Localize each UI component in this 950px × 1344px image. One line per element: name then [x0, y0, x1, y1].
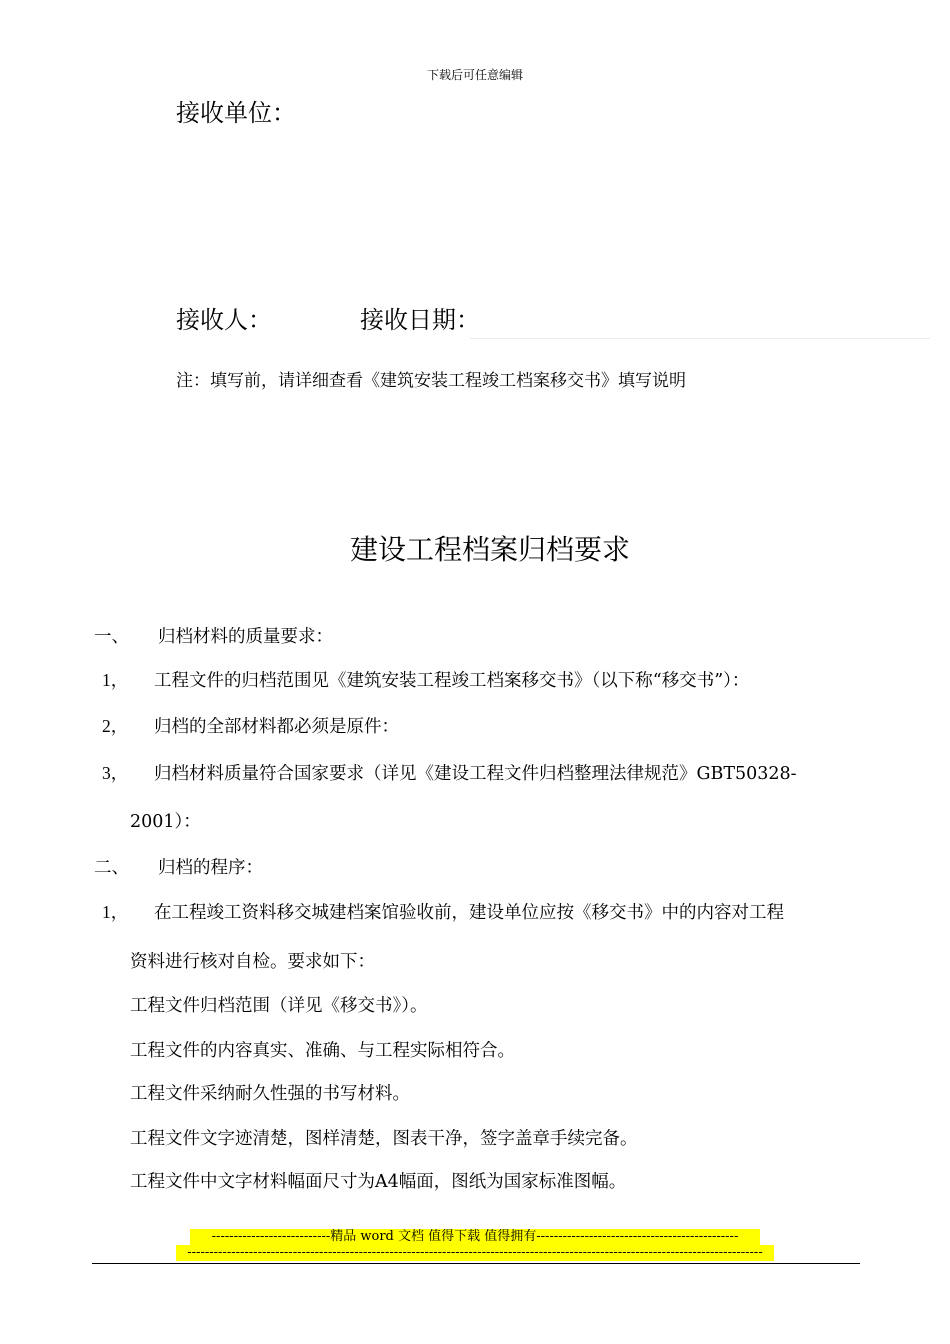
fill-note: 注：填写前，请详细查看《建筑安装工程竣工档案移交书》填写说明 — [176, 371, 686, 391]
item-text-continuation: 2001）： — [130, 812, 201, 832]
item-text: 归档的全部材料都必须是原件： — [154, 717, 399, 737]
footer-dashes-line: ----------------------------------------------------------------------------------------------------------------------------------- — [176, 1245, 774, 1261]
item-text: 归档材料质量符合国家要求（详见《建设工程文件归档整理法律规范》GBT50328- — [154, 764, 797, 784]
item-number: 1， — [102, 902, 129, 922]
requirement-line: 工程文件采纳耐久性强的书写材料。 — [130, 1084, 410, 1104]
section-1-marker: 一、 — [94, 627, 129, 647]
requirement-line: 工程文件的内容真实、准确、与工程实际相符合。 — [130, 1041, 515, 1061]
document-title: 建设工程档案归档要求 — [349, 533, 630, 566]
faint-divider — [470, 338, 930, 339]
footer-watermark-line: ---------------------------精品 word 文档 值得下载 值得拥有---------------------------------------------- — [190, 1229, 760, 1245]
item-text: 工程文件的归档范围见《建筑安装工程竣工档案移交书》（以下称“移交书”）： — [154, 671, 750, 691]
item-number: 2， — [102, 716, 129, 736]
section-1-heading: 归档材料的质量要求： — [158, 627, 333, 647]
item-text-continuation: 资料进行核对自检。要求如下： — [130, 952, 375, 972]
footer-rule — [92, 1263, 860, 1264]
section-2-heading: 归档的程序： — [158, 858, 263, 878]
receiver-label: 接收人： — [176, 306, 272, 334]
item-number: 3， — [102, 763, 129, 783]
item-text: 在工程竣工资料移交城建档案馆验收前，建设单位应按《移交书》中的内容对工程 — [154, 903, 784, 923]
requirement-line: 工程文件文字迹清楚，图样清楚，图表干净，签字盖章手续完备。 — [130, 1129, 638, 1149]
item-number: 1， — [102, 670, 129, 690]
requirement-line: 工程文件中文字材料幅面尺寸为A4幅面，图纸为国家标准图幅。 — [130, 1172, 627, 1192]
page-header-note: 下载后可任意编辑 — [426, 68, 523, 82]
receive-date-label: 接收日期： — [360, 306, 480, 334]
section-2-marker: 二、 — [94, 858, 129, 878]
requirement-line: 工程文件归档范围（详见《移交书》）。 — [130, 996, 428, 1016]
receiver-unit-label: 接收单位： — [176, 99, 296, 127]
